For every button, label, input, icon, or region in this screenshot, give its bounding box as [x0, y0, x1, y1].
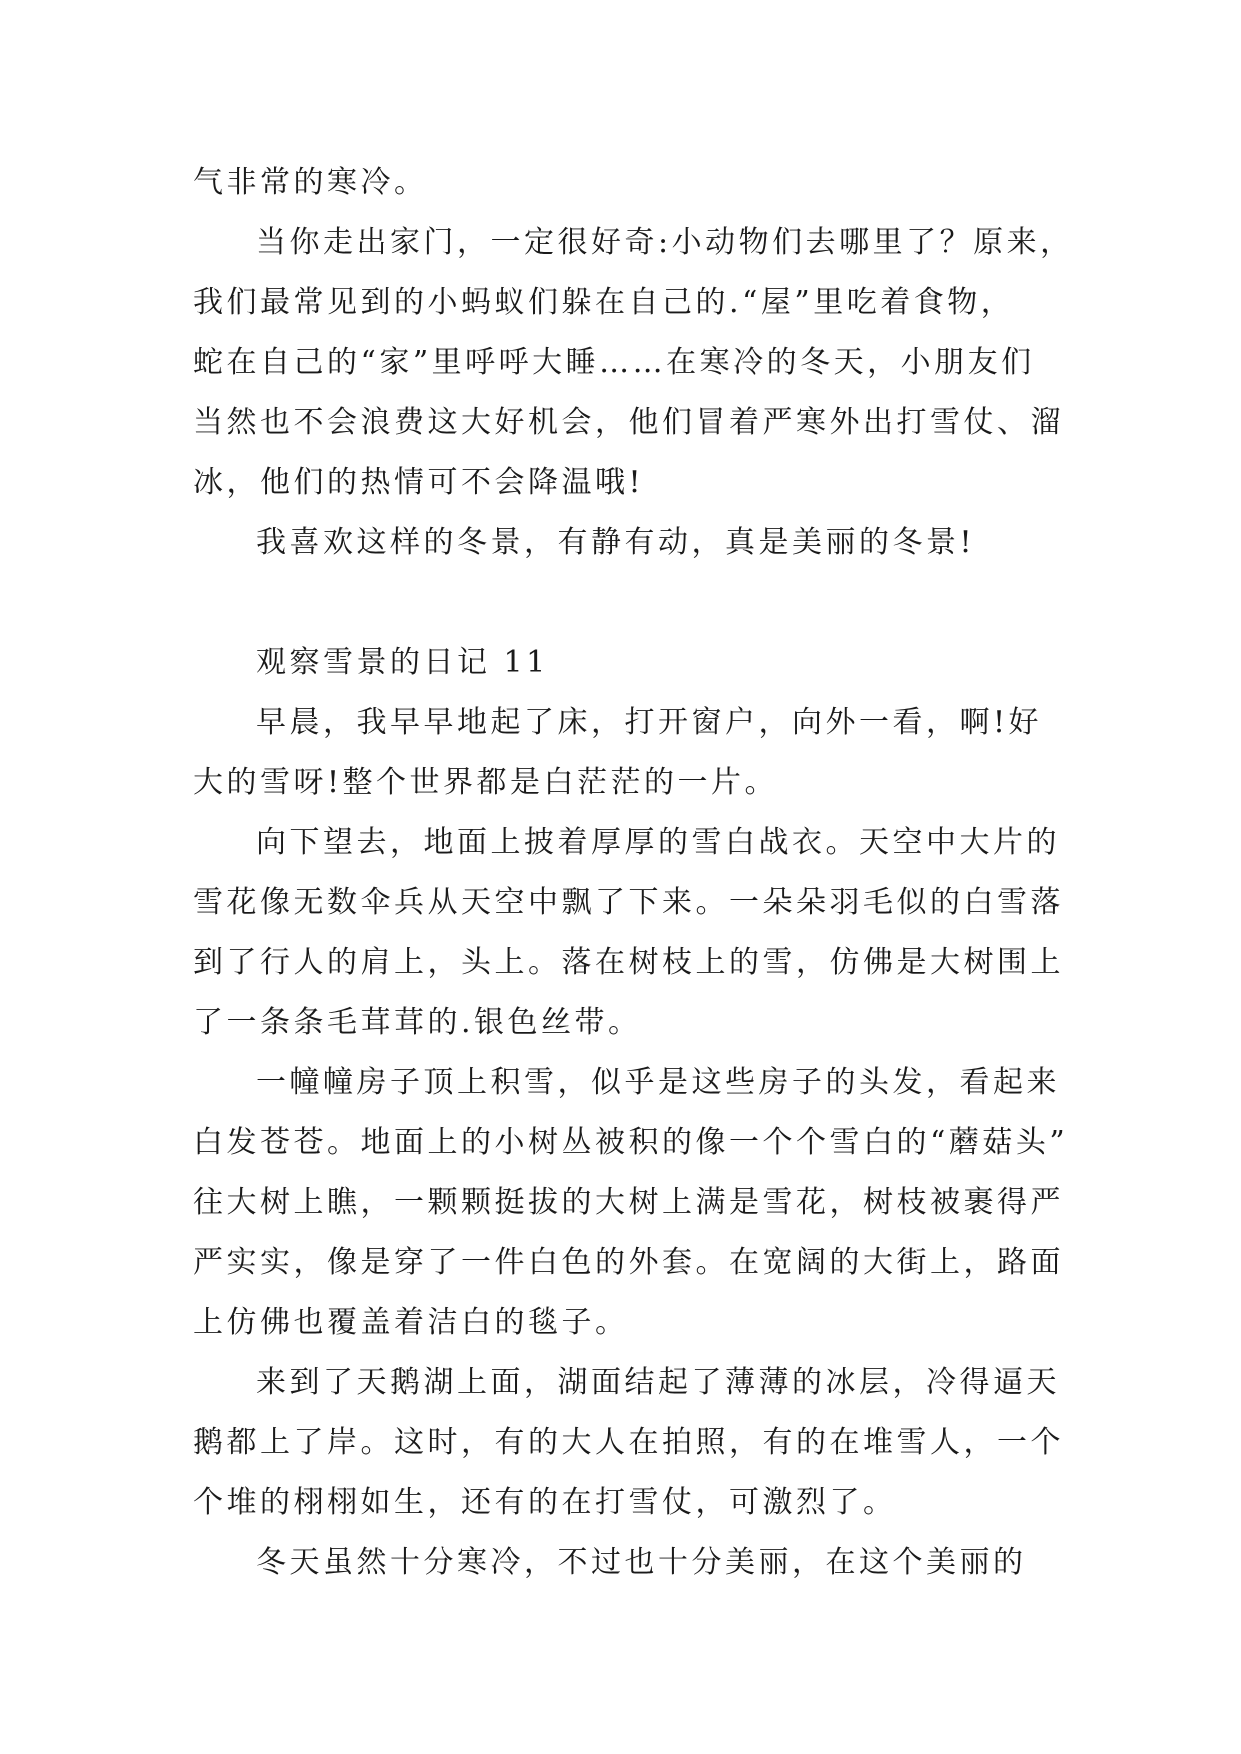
paragraph-line: 蛇在自己的“家”里呼呼大睡……在寒冷的冬天，小朋友们 — [193, 345, 1035, 380]
paragraph-line: 白发苍苍。地面上的小树丛被积的像一个个雪白的“蘑菇头” — [193, 1125, 1069, 1160]
paragraph-line: 向下望去，地面上披着厚厚的雪白战衣。天空中大片的 — [256, 825, 1060, 860]
paragraph-line: 冬天虽然十分寒冷，不过也十分美丽，在这个美丽的 — [256, 1545, 1027, 1580]
paragraph-line: 一幢幢房子顶上积雪，似乎是这些房子的头发，看起来 — [256, 1065, 1060, 1100]
paragraph-line: 严实实，像是穿了一件白色的外套。在宽阔的大街上，路面 — [193, 1245, 1064, 1280]
paragraph-line: 我们最常见到的小蚂蚁们躲在自己的.“屋”里吃着食物， — [193, 285, 1015, 320]
paragraph-line: 早晨，我早早地起了床，打开窗户，向外一看，啊!好 — [256, 705, 1043, 740]
paragraph-line: 我喜欢这样的冬景，有静有动，真是美丽的冬景! — [256, 525, 976, 560]
document-body — [193, 153, 1073, 1593]
paragraph-line: 当你走出家门，一定很好奇:小动物们去哪里了？原来， — [256, 225, 1074, 260]
paragraph-line: 雪花像无数伞兵从天空中飘了下来。一朵朵羽毛似的白雪落 — [193, 885, 1064, 920]
paragraph-line: 大的雪呀!整个世界都是白茫茫的一片。 — [193, 765, 779, 800]
section-spacer — [193, 573, 1073, 633]
paragraph-line: 了一条条毛茸茸的.银色丝带。 — [193, 1005, 642, 1040]
paragraph-line: 气非常的寒冷。 — [193, 165, 428, 200]
paragraph-line: 个堆的栩栩如生，还有的在打雪仗，可激烈了。 — [193, 1485, 897, 1520]
paragraph-line: 当然也不会浪费这大好机会，他们冒着严寒外出打雪仗、溜 — [193, 405, 1064, 440]
paragraph-line: 来到了天鹅湖上面，湖面结起了薄薄的冰层，冷得逼天 — [256, 1365, 1060, 1400]
paragraph-line: 上仿佛也覆盖着洁白的毯子。 — [193, 1305, 629, 1340]
paragraph-line: 鹅都上了岸。这时，有的大人在拍照，有的在堆雪人，一个 — [193, 1425, 1064, 1460]
paragraph-line: 到了行人的肩上，头上。落在树枝上的雪，仿佛是大树围上 — [193, 945, 1064, 980]
section-title: 观察雪景的日记 11 — [256, 645, 549, 680]
paragraph-line: 冰，他们的热情可不会降温哦! — [193, 465, 645, 500]
paragraph-line: 往大树上瞧，一颗颗挺拔的大树上满是雪花，树枝被裹得严 — [193, 1185, 1064, 1220]
